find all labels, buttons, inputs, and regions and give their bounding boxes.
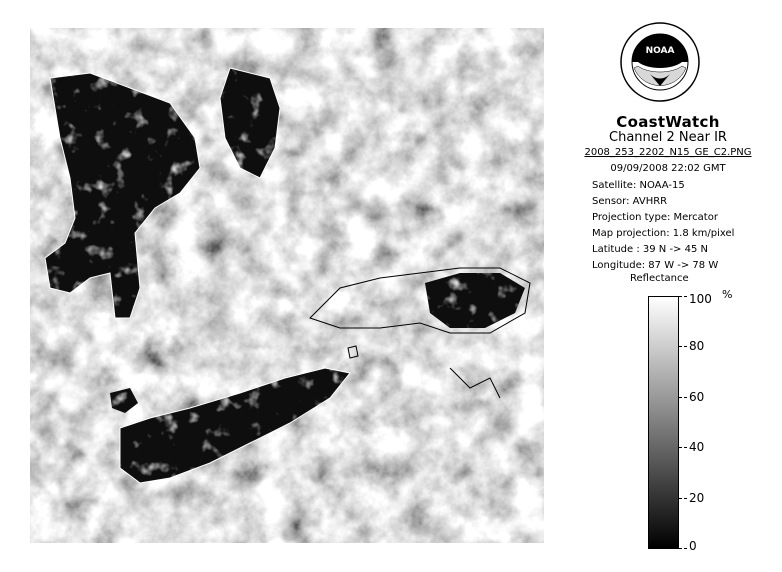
colorbar-tick — [679, 346, 687, 347]
colorbar-tick-label: 0 — [689, 539, 697, 553]
colorbar-tick — [679, 498, 687, 499]
colorbar — [648, 296, 679, 549]
legend-title: Reflectance — [630, 273, 689, 284]
satellite-image — [30, 28, 544, 543]
noaa-logo — [620, 22, 700, 102]
longitude-label: Longitude: 87 W -> 78 W — [592, 260, 719, 271]
satellite-label: Satellite: NOAA-15 — [592, 180, 685, 191]
colorbar-tick — [679, 548, 687, 549]
channel-label: Channel 2 Near IR — [609, 130, 727, 145]
latitude-label: Latitude : 39 N -> 45 N — [592, 244, 708, 255]
colorbar-tick-label: 100 — [689, 292, 712, 306]
colorbar-tick — [679, 296, 687, 297]
legend-unit: % — [722, 288, 733, 301]
product-title: CoastWatch — [616, 113, 720, 131]
map-projection-label: Map projection: 1.8 km/pixel — [592, 228, 735, 239]
datetime-label: 09/09/2008 22:02 GMT — [610, 163, 726, 174]
svg-text:NOAA: NOAA — [645, 46, 675, 56]
projection-type-label: Projection type: Mercator — [592, 212, 718, 223]
colorbar-tick-label: 20 — [689, 491, 705, 505]
colorbar-tick-label: 60 — [689, 390, 705, 404]
colorbar-tick-label: 40 — [689, 440, 705, 454]
colorbar-tick-label: 80 — [689, 339, 705, 353]
sensor-label: Sensor: AVHRR — [592, 196, 668, 207]
colorbar-tick — [679, 447, 687, 448]
filename-label: 2008_253_2202_N15_GE_C2.PNG — [584, 147, 752, 158]
colorbar-tick — [679, 397, 687, 398]
colorbar-ticks — [679, 292, 739, 553]
